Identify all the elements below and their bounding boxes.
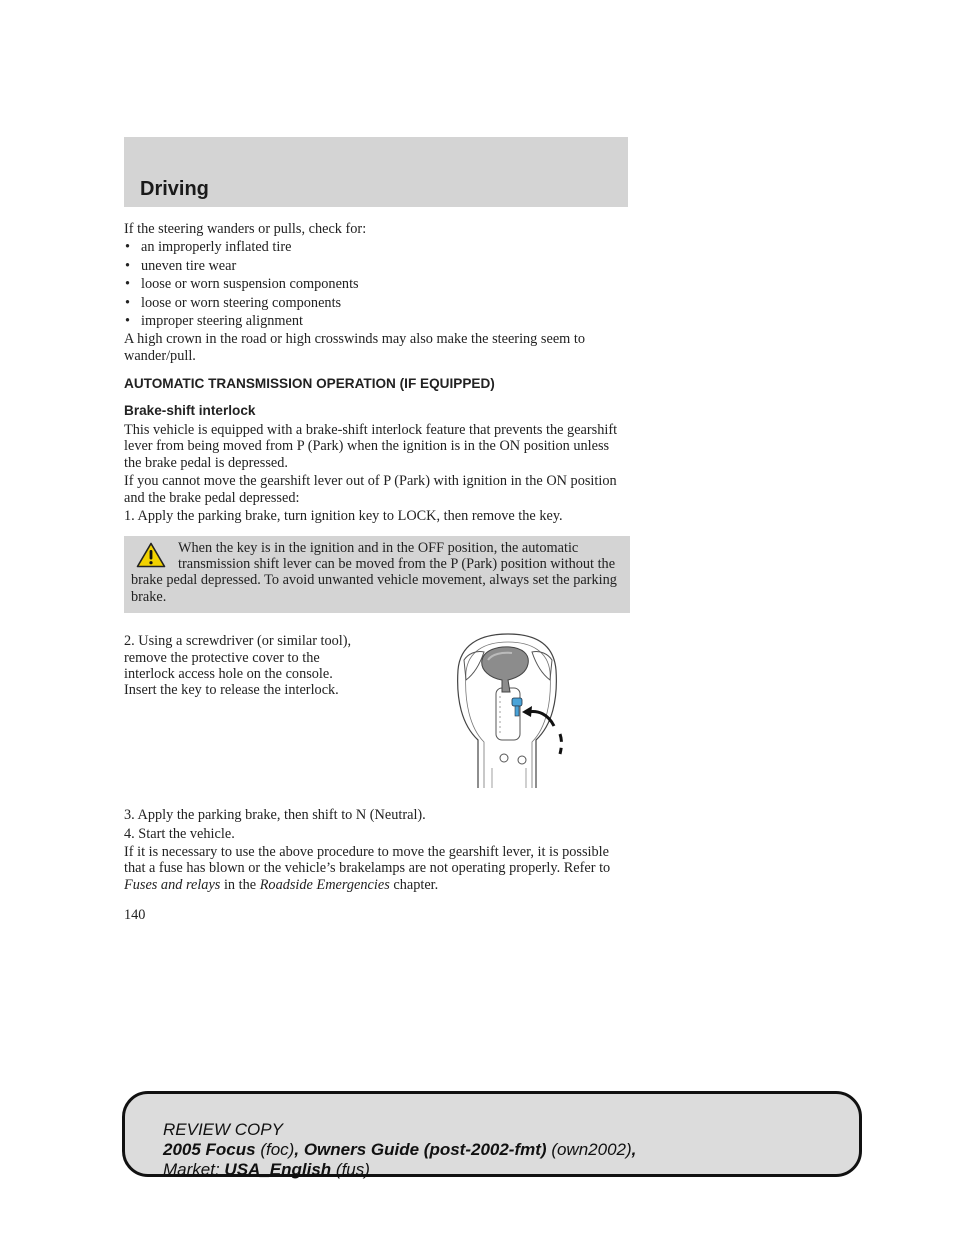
reference-roadside: Roadside Emergencies <box>259 876 390 893</box>
chapter-header <box>124 137 628 207</box>
step-2-with-figure <box>124 633 629 797</box>
list-item: • loose or worn steering components <box>125 294 342 311</box>
crown-text: A high crown in the road or high crosswinds may also make the steering seem to wander/pull. <box>124 331 585 364</box>
final-paragraph: If it is necessary to use the above procedure to move the gearshift lever, it is possible that a fuse has blown or the vehicle’s brakelamps are not operating properly. Refer to Fuses and relays in the Roadside Emergencies chapter. <box>124 843 611 893</box>
warning-box <box>124 536 630 614</box>
list-item: • loose or worn suspension components <box>125 276 359 293</box>
chapter-title: Driving <box>140 178 209 200</box>
page-number: 140 <box>124 907 146 924</box>
page-content <box>124 221 629 924</box>
reference-fuses: Fuses and relays <box>124 876 221 893</box>
paragraph-interlock: This vehicle is equipped with a brake-shift interlock feature that prevents the gearshift lever from being moved from P (Park) when the ignition is in the ON position unless the brake pedal is depressed. <box>124 422 618 471</box>
footer-line-2: 2005 Focus (foc), Owners Guide (post-2002-fmt) (own2002), <box>163 1140 637 1159</box>
footer-line-1: REVIEW COPY <box>163 1120 283 1139</box>
section-heading: AUTOMATIC TRANSMISSION OPERATION (IF EQUIPPED) <box>124 376 495 392</box>
intro-text: If the steering wanders or pulls, check for: <box>124 221 367 237</box>
step-2: 2. Using a screwdriver (or similar tool), remove the protective cover to the interlock access hole on the console. Insert the key to release the interlock. <box>124 633 352 699</box>
list-item: • improper steering alignment <box>125 313 303 330</box>
review-copy-footer <box>122 1091 862 1177</box>
step-3: 3. Apply the parking brake, then shift to N (Neutral). <box>124 807 426 824</box>
check-list <box>124 239 629 329</box>
step-4: 4. Start the vehicle. <box>124 825 235 842</box>
step-1: 1. Apply the parking brake, turn ignition key to LOCK, then remove the key. <box>124 508 563 525</box>
list-item: • uneven tire wear <box>125 257 237 274</box>
warning-triangle-icon <box>136 542 166 568</box>
paragraph-cannot-move: If you cannot move the gearshift lever out of P (Park) with ignition in the ON position and the brake pedal depressed: <box>124 473 617 506</box>
warning-text: When the key is in the ignition and in the OFF position, the automatic transmission shift lever can be moved from the P (Park) position without the brake pedal depressed. To avoid unwanted vehicle movement, always set the parking brake. <box>131 539 617 605</box>
footer-line-3: Market: USA_English (fus) <box>163 1160 370 1179</box>
sub-heading: Brake-shift interlock <box>124 402 256 418</box>
list-item: • an improperly inflated tire <box>125 239 292 256</box>
gearshift-console-illustration <box>454 630 566 788</box>
